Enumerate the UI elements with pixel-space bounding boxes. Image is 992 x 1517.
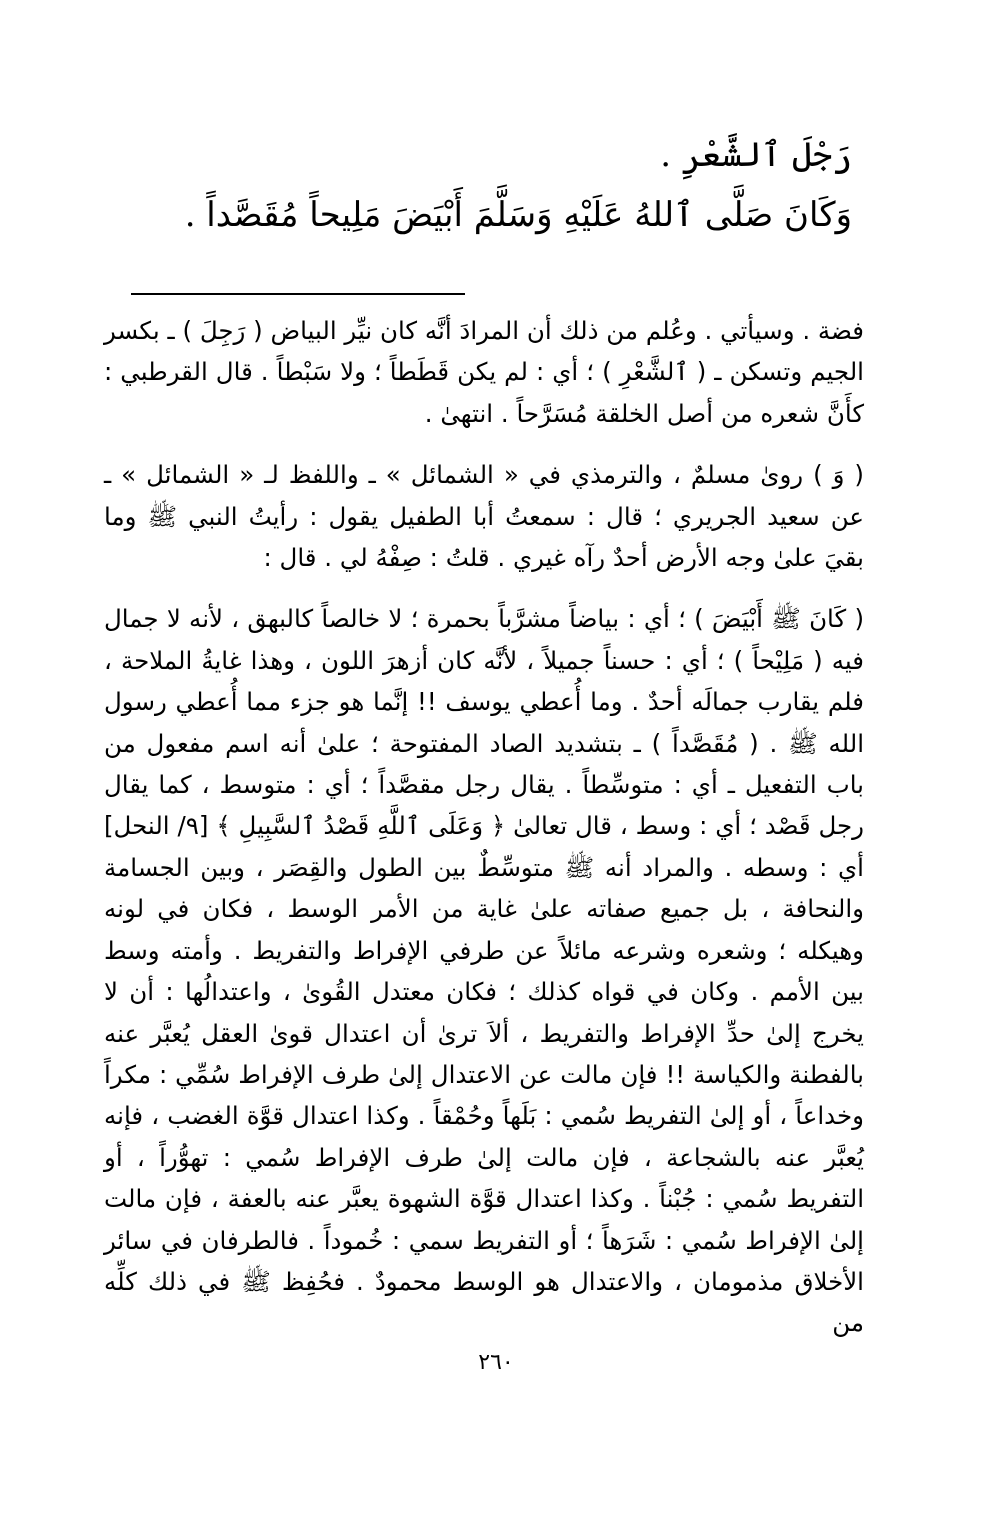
commentary-paragraph-1: فضة . وسيأتي . وعُلم من ذلك أن المرادَ أنَّه كان نيِّر البياض ( رَجِلَ ) ـ بكسر الجيم وتسكن ـ ( ٱلشَّعْرِ ) ؛ أي : لم يكن قَطَطاً ؛ ولا سَبْطاً . قال القرطبي : كأَنَّ شعره من أصل الخلقة مُسَرَّحاً . انتهىٰ .	[104, 316, 864, 428]
main-text	[132, 125, 852, 245]
page-number: ٢٦٠	[478, 1350, 514, 1375]
main-text-line-1: رَجْلَ ٱلشَّعْرِ .	[660, 135, 852, 175]
commentary-paragraph-2: ( وَ ) روىٰ مسلمٌ ، والترمذي في « الشمائل » ـ واللفظ لـ « الشمائل » ـ عن سعيد الجريري ؛ قال : سمعتُ أبا الطفيل يقول : رأيتُ النبي ﷺ وما بقيَ علىٰ وجه الأرض أحدٌ رآه غيري . قلتُ : صِفْهُ لي . قال :	[104, 460, 864, 573]
commentary-paragraph-3: ( كَانَ ﷺ أَبْيَضَ ) ؛ أي : بياضاً مشرَّباً بحمرة ؛ لا خالصاً كالبهق ، لأنه لا جمال فيه ( مَلِيْحاً ) ؛ أي : حسناً جميلاً ، لأنَّه كان أزهرَ اللون ، وهذا غايةُ الملاحة ، فلم يقارب جمالَه أحدٌ . وما أُعطي يوسف !! إنَّما هو جزء مما أُعطي رسول الله ﷺ . ( مُقَصَّداً ) ـ بتشديد الصاد المفتوحة ؛ علىٰ أنه اسم مفعول من باب التفعيل ـ أي : متوسِّطاً . يقال رجل مقصَّداً ؛ أي : متوسط ، كما يقال رجل قَصْد ؛ أي : وسط ، قال تعالىٰ ﴿ وَعَلَى ٱللَّهِ قَصْدُ ٱلسَّبِيلِ ﴾ [٩/ النحل] أي : وسطه . والمراد أنه ﷺ متوسِّطٌ بين الطول والقِصَر ، وبين الجسامة والنحافة ، بل جميع صفاته علىٰ غاية من الأمر الوسط ، فكان في لونه وهيكله ؛ وشعره وشرعه مائلاً عن طرفي الإفراط والتفريط . وأمته وسط بين الأمم . وكان في قواه كذلك ؛ فكان معتدل القُوىٰ ، واعتدالُها : أن لا يخرج إلىٰ حدِّ الإفراط والتفريط ، ألاَ ترىٰ أن اعتدال قوىٰ العقل يُعبَّر عنه بالفطنة والكياسة !! فإن مالت عن الاعتدال إلىٰ طرف الإفراط سُمِّي : مكراً وخداعاً ، أو إلىٰ التفريط سُمي : بَلَهاً وحُمْقاً . وكذا اعتدال قوَّة الغضب ، فإنه يُعبَّر عنه بالشجاعة ، فإن مالت إلىٰ طرف الإفراط سُمي : تهوُّراً ، أو التفريط سُمي : جُبْناً . وكذا اعتدال قوَّة الشهوة يعبَّر عنه بالعفة ، فإن مالت إلىٰ الإفراط سُمي : شَرَهاً ؛ أو التفريط سمي : خُموداً . فالطرفان في سائر الأخلاق مذمومان ، والاعتدال هو الوسط محمودٌ . فحُفِظ ﷺ في ذلك كلِّه من	[104, 604, 864, 1338]
main-text-line-2: وَكَانَ صَلَّى ٱللهُ عَلَيْهِ وَسَلَّمَ أَبْيَضَ مَلِيحاً مُقَصَّداً .	[184, 195, 852, 235]
commentary	[104, 310, 864, 1364]
footnote-divider	[131, 293, 465, 295]
